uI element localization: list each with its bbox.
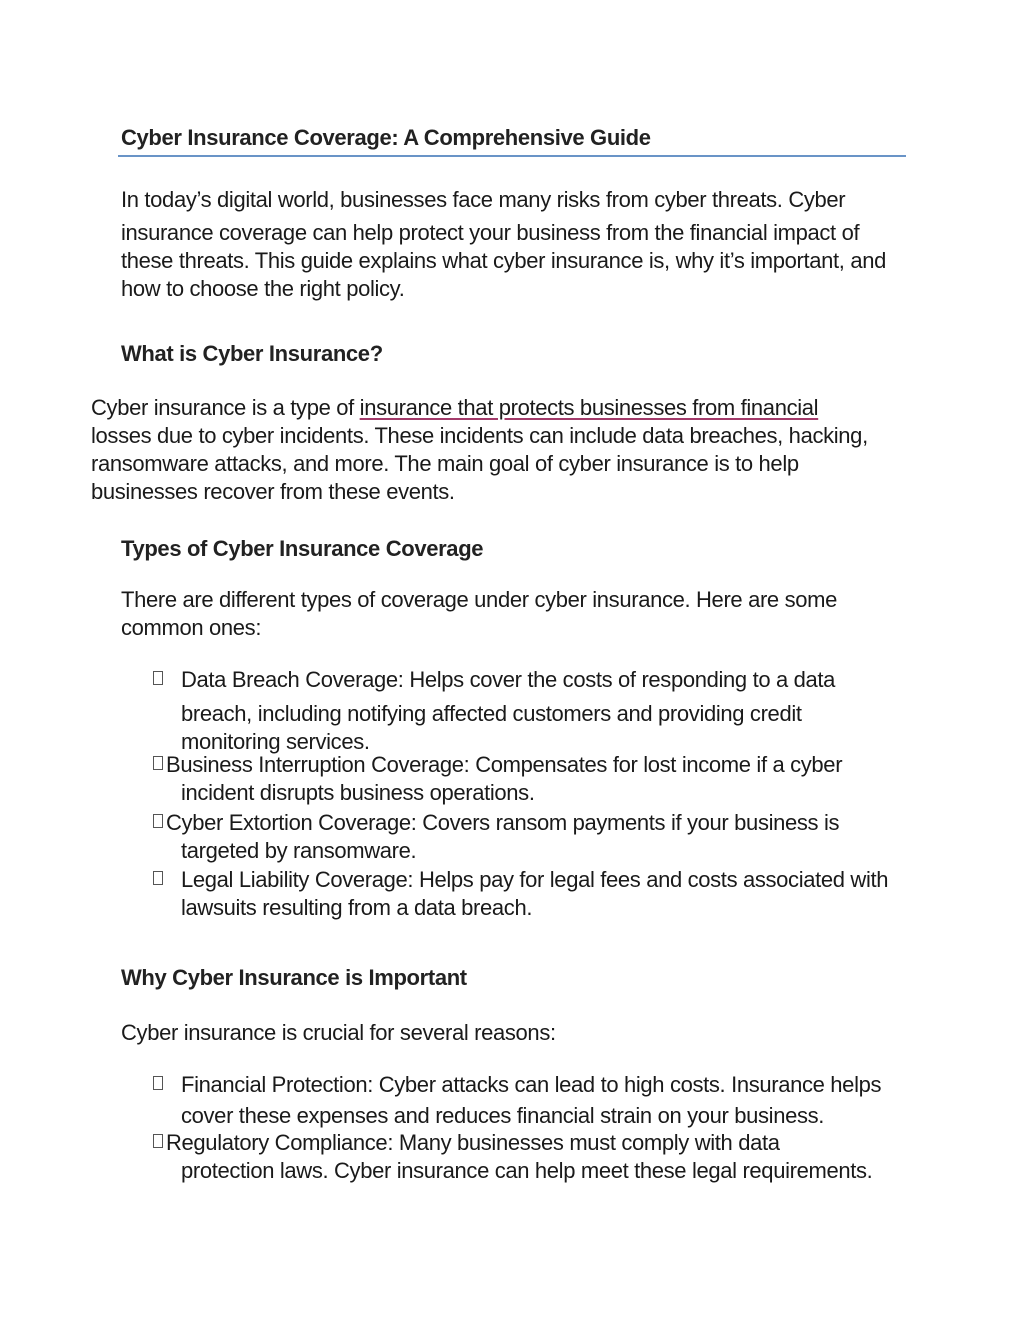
bullet-icon xyxy=(153,666,163,694)
list-item-line: protection laws. Cyber insurance can help meet these legal requirements. xyxy=(181,1158,873,1183)
list-item-financial-protection xyxy=(181,1071,881,1130)
title-divider xyxy=(118,155,906,157)
list-item-cyber-extortion xyxy=(166,809,839,865)
list-item-data-breach xyxy=(181,666,835,756)
intro-line: insurance coverage can help protect your business from the financial impact of xyxy=(121,220,860,245)
intro-line: In today’s digital world, businesses face many risks from cyber threats. Cyber xyxy=(121,187,846,212)
list-item-regulatory-compliance xyxy=(166,1129,872,1185)
bullet-icon xyxy=(153,809,163,837)
what-line: ransomware attacks, and more. The main goal of cyber insurance is to help xyxy=(91,451,799,476)
list-item-line: breach, including notifying affected customers and providing credit xyxy=(181,701,802,726)
what-line: losses due to cyber incidents. These incidents can include data breaches, hacking, xyxy=(91,423,868,448)
list-item-line: Business Interruption Coverage: Compensates for lost income if a cyber xyxy=(166,752,843,777)
intro-line: how to choose the right policy. xyxy=(121,276,405,301)
list-item-line: Cyber Extortion Coverage: Covers ransom payments if your business is xyxy=(166,810,840,835)
list-item-legal-liability xyxy=(181,866,888,922)
what-paragraph xyxy=(91,394,868,506)
types-intro-line: common ones: xyxy=(121,615,262,640)
list-item-line: targeted by ransomware. xyxy=(181,838,417,863)
list-item-line: Data Breach Coverage: Helps cover the costs of responding to a data xyxy=(181,667,836,692)
list-item-line: Legal Liability Coverage: Helps pay for legal fees and costs associated with xyxy=(181,867,889,892)
intro-line: these threats. This guide explains what cyber insurance is, why it’s important, and xyxy=(121,248,886,273)
bullet-icon xyxy=(153,1129,163,1157)
list-item-line: cover these expenses and reduces financial strain on your business. xyxy=(181,1103,825,1128)
bullet-icon xyxy=(153,1071,163,1099)
list-item-line: monitoring services. xyxy=(181,729,370,754)
what-line: businesses recover from these events. xyxy=(91,479,455,504)
list-item-line: Regulatory Compliance: Many businesses must comply with data xyxy=(166,1130,780,1155)
types-intro-paragraph xyxy=(121,586,837,642)
bullet-icon xyxy=(153,866,163,894)
heading-what-is-cyber-insurance: What is Cyber Insurance? xyxy=(121,341,383,366)
list-item-line: incident disrupts business operations. xyxy=(181,780,535,805)
what-line xyxy=(91,394,868,422)
list-item-line: Financial Protection: Cyber attacks can lead to high costs. Insurance helps xyxy=(181,1072,882,1097)
list-item-business-interruption xyxy=(166,751,842,807)
insurance-link[interactable]: insurance that protects businesses from financial xyxy=(359,395,819,420)
types-intro-line: There are different types of coverage under cyber insurance. Here are some xyxy=(121,587,837,612)
why-intro-paragraph: Cyber insurance is crucial for several reasons: xyxy=(121,1020,556,1045)
intro-paragraph xyxy=(121,186,886,303)
bullet-icon xyxy=(153,751,163,779)
list-item-line: lawsuits resulting from a data breach. xyxy=(181,895,533,920)
what-line-prefix: Cyber insurance is a type of xyxy=(91,395,360,420)
heading-types-of-coverage: Types of Cyber Insurance Coverage xyxy=(121,536,484,561)
document-title: Cyber Insurance Coverage: A Comprehensive Guide xyxy=(121,125,651,150)
heading-why-important: Why Cyber Insurance is Important xyxy=(121,965,467,990)
